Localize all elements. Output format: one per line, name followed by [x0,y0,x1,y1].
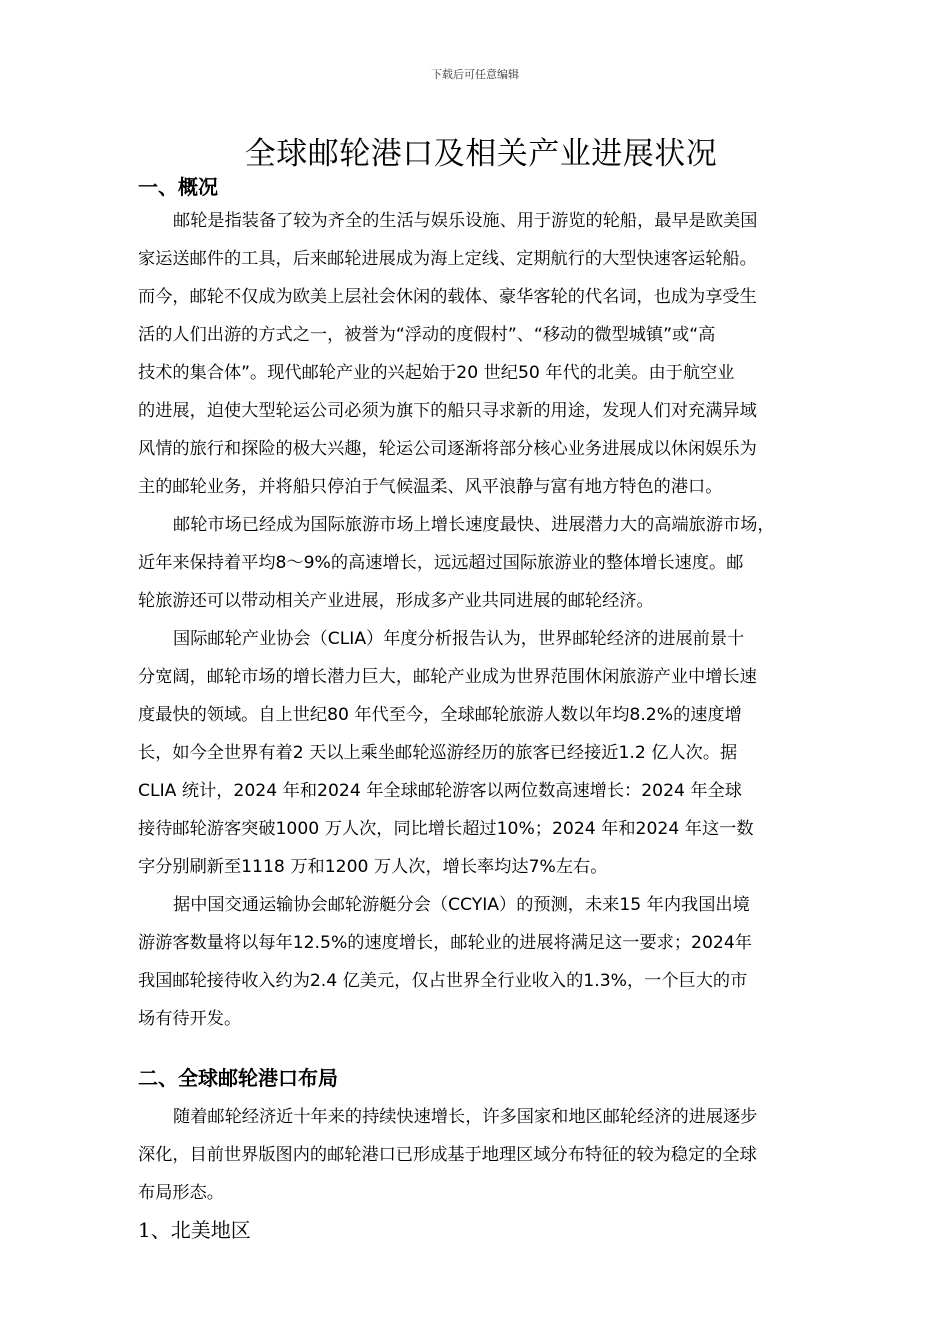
section-overview-paragraphs [138,202,838,1038]
document-title: 全球邮轮港口及相关产业进展状况 [244,136,718,172]
paragraph-line: 主的邮轮业务，并将船只停泊于气候温柔、风平浪静与富有地方特色的港口。 [138,477,723,497]
section-port-layout-paragraphs [138,1098,838,1212]
paragraph-line: 国际邮轮产业协会（CLIA）年度分析报告认为，世界邮轮经济的进展前景十 [173,629,745,649]
paragraph-line: 度最快的领域。自上世纪80 年代至今，全球邮轮旅游人数以年均8.2%的速度增 [138,705,742,725]
paragraph-line: 接待邮轮游客突破1000 万人次，同比增长超过10%；2024 年和2024 年这一数 [138,819,754,839]
paragraph-line: 邮轮市场已经成为国际旅游市场上增长速度最快、进展潜力大的高端旅游市场， [173,515,775,535]
page-header-note: 下载后可任意编辑 [431,68,519,81]
paragraph-line: 随着邮轮经济近十年来的持续快速增长，许多国家和地区邮轮经济的进展逐步 [173,1107,758,1127]
paragraph [138,202,838,506]
paragraph-line: CLIA 统计，2024 年和2024 年全球邮轮游客以两位数高速增长：2024 年全球 [138,781,742,801]
subsection-heading-north-america: 1、北美地区 [138,1218,251,1242]
paragraph [138,506,838,620]
paragraph-line: 近年来保持着平均8～9%的高速增长，远远超过国际旅游业的整体增长速度。邮 [138,553,744,573]
paragraph-line: 布局形态。 [138,1183,224,1203]
paragraph-line: 场有待开发。 [138,1009,242,1029]
paragraph-line: 游游客数量将以每年12.5%的速度增长，邮轮业的进展将满足这一要求；2024年 [138,933,752,953]
section-heading-port-layout: 二、全球邮轮港口布局 [138,1066,338,1090]
paragraph-line: 家运送邮件的工具，后来邮轮进展成为海上定线、定期航行的大型快速客运轮船。 [138,249,757,269]
paragraph-line: 深化，目前世界版图内的邮轮港口已形成基于地理区域分布特征的较为稳定的全球 [138,1145,757,1165]
document-body [138,172,838,1248]
paragraph [138,620,838,886]
paragraph-line: 据中国交通运输协会邮轮游艇分会（CCYIA）的预测，未来15 年内我国出境 [173,895,750,915]
section-heading-overview: 一、概况 [138,175,218,199]
paragraph [138,886,838,1038]
paragraph-line: 分宽阔，邮轮市场的增长潜力巨大，邮轮产业成为世界范围休闲旅游产业中增长速 [138,667,757,687]
paragraph-line: 风情的旅行和探险的极大兴趣，轮运公司逐渐将部分核心业务进展成以休闲娱乐为 [138,439,757,459]
paragraph-line: 的进展，迫使大型轮运公司必须为旗下的船只寻求新的用途，发现人们对充满异域 [138,401,757,421]
paragraph-line: 技术的集合体”。现代邮轮产业的兴起始于20 世纪50 年代的北美。由于航空业 [138,363,735,383]
paragraph-line: 活的人们出游的方式之一，被誉为“浮动的度假村”、“移动的微型城镇”或“高 [138,325,716,345]
paragraph-line: 长，如今全世界有着2 天以上乘坐邮轮巡游经历的旅客已经接近1.2 亿人次。据 [138,743,738,763]
paragraph-line: 我国邮轮接待收入约为2.4 亿美元，仅占世界全行业收入的1.3%，一个巨大的市 [138,971,748,991]
paragraph [138,1098,838,1212]
paragraph-line: 邮轮是指装备了较为齐全的生活与娱乐设施、用于游览的轮船，最早是欧美国 [173,211,758,231]
section-gap [138,1038,838,1058]
paragraph-line: 轮旅游还可以带动相关产业进展，形成多产业共同进展的邮轮经济。 [138,591,654,611]
paragraph-line: 而今，邮轮不仅成为欧美上层社会休闲的载体、豪华客轮的代名词，也成为享受生 [138,287,757,307]
paragraph-line: 字分别刷新至1118 万和1200 万人次，增长率均达7%左右。 [138,857,608,877]
